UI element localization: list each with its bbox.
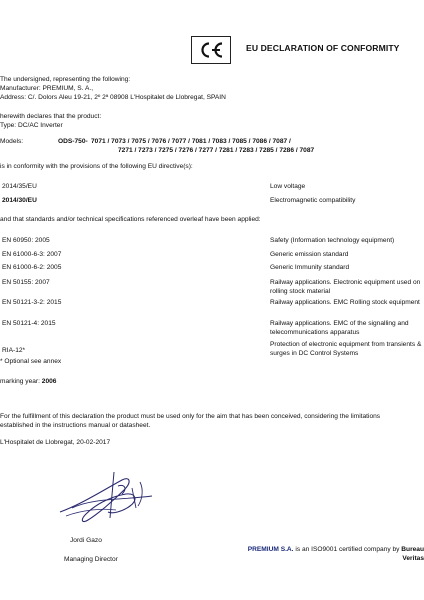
standard-desc: Railway applications. EMC Rolling stock equipment xyxy=(270,299,420,306)
manufacturer-line: Manufacturer: PREMIUM, S. A., xyxy=(0,85,94,92)
marking-year xyxy=(0,378,56,387)
directive-code: 2014/30/EU xyxy=(2,197,37,204)
optional-note: * Optional see annex xyxy=(0,358,62,365)
directive-desc: Electromagnetic compatibility xyxy=(270,197,356,204)
marking-label: marking year: xyxy=(0,378,40,385)
models-line-1: 7071 / 7073 / 7075 / 7076 / 7077 / 7081 / 7083 / 7085 / 7086 / 7087 / xyxy=(91,138,291,145)
intro-line-1: The undersigned, representing the following: xyxy=(0,76,131,83)
standard-desc: Generic emission standard xyxy=(270,251,349,258)
ce-mark xyxy=(191,36,231,64)
footer-text: is an ISO9001 certified company by xyxy=(293,546,402,553)
fulfillment-line-1: For the fulfillment of this declaration the product must be used only for the aim that has been conceived, considering the limitations xyxy=(0,413,381,420)
footer-certification xyxy=(218,546,424,563)
product-intro: herewith declares that the product: xyxy=(0,113,102,120)
conformity-text: is in conformity with the provisions of the following EU directive(s): xyxy=(0,163,193,170)
standard-code: RIA-12* xyxy=(2,347,26,354)
signatory-name: Jordi Gazo xyxy=(70,537,102,544)
footer-certifier-2: Veritas xyxy=(402,554,424,562)
standard-code: EN 50121-3-2: 2015 xyxy=(2,299,62,306)
standard-code: EN 50121-4: 2015 xyxy=(2,320,56,327)
standard-desc: Protection of electronic equipment from transients & surges in DC Control Systems xyxy=(270,341,422,357)
standard-desc: Railway applications. EMC of the signalling and telecommunications apparatus xyxy=(270,320,409,336)
standard-code: EN 61000-6-2: 2005 xyxy=(2,264,62,271)
marking-value: 2006 xyxy=(41,378,57,385)
standard-desc: Safety (Information technology equipment) xyxy=(270,237,395,244)
place-date: L'Hospitalet de Llobregat, 20-02-2017 xyxy=(0,439,111,446)
directive-code: 2014/35/EU xyxy=(2,183,37,190)
footer-company: PREMIUM S.A. xyxy=(247,546,294,553)
standard-desc: Generic Immunity standard xyxy=(270,264,350,271)
fulfillment-line-2: established in the instructions manual or datasheet. xyxy=(0,422,151,429)
models-prefix: ODS-750- xyxy=(58,138,88,145)
product-type: Type: DC/AC Inverter xyxy=(0,122,63,129)
standard-desc: Railway applications. Electronic equipment used on rolling stock material xyxy=(270,279,421,295)
standard-code: EN 50155: 2007 xyxy=(2,279,50,286)
address-line: Address: C/. Dolors Aleu 19-21, 2º 2ª 08908 L'Hospitalet de Llobregat, SPAIN xyxy=(0,94,226,101)
models-label: Models: xyxy=(0,138,24,145)
standards-intro: and that standards and/or technical specifications referenced overleaf have been applied: xyxy=(0,216,261,223)
directive-desc: Low voltage xyxy=(270,183,306,190)
models-line-2: 7271 / 7273 / 7275 / 7276 / 7277 / 7281 / 7283 / 7285 / 7286 / 7087 xyxy=(118,147,315,154)
signatory-role: Managing Director xyxy=(64,556,118,563)
signature-image xyxy=(52,468,162,530)
ce-mark-icon xyxy=(197,40,225,60)
footer-certifier-1: Bureau xyxy=(401,546,424,553)
document-title: EU DECLARATION OF CONFORMITY xyxy=(246,43,400,53)
standard-code: EN 61000-6-3: 2007 xyxy=(2,251,62,258)
standard-code: EN 60950: 2005 xyxy=(2,237,50,244)
